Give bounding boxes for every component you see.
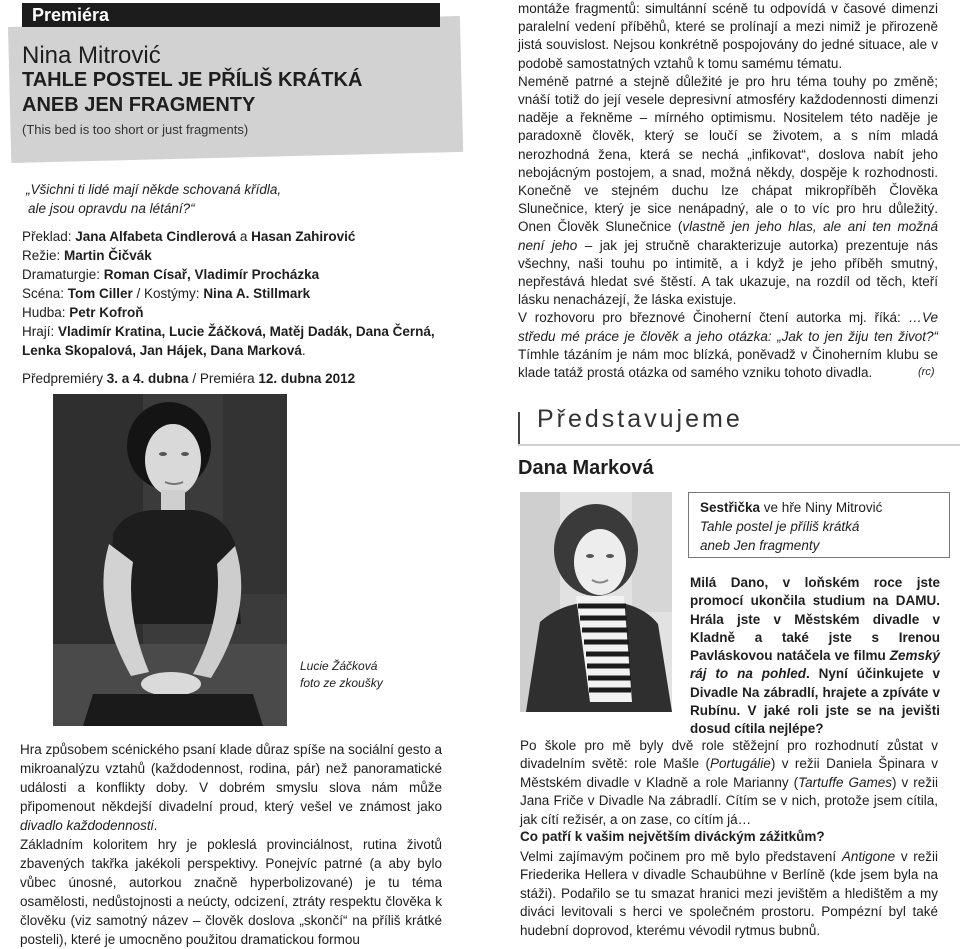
paragraph: Základním koloritem hry je pokleslá provinciálnost, rutina životů zbavených takřka jakékoli perspektivy. Ponejvíc patrné (a aby bylo vůbec únosné, autorkou značně hyperbolizované) je tu téma osamělosti, nedůstojnosti a neúcty, odcizení, ztráty respektu člověka k člověku (viz samotný název – člověk doslova „skončí“ na příliš krátké posteli), které je umocněno použitou dramatickou formou	[20, 837, 442, 947]
play-title-line1: TAHLE POSTEL JE PŘÍLIŠ KRÁTKÁ	[22, 69, 363, 91]
caption-name: Lucie Žáčková	[300, 659, 378, 673]
interview-answer: Po škole pro mě byly dvě role stěžejní pro rozhodnutí zůstat v divadelním světě: role Mašle (Portugálie) v režii Daniela Špinara v Městském divadle v Kladně a role Marianny (Tartuffe Games) v režii Jana Friče v Divadle Na zábradlí. Cítím se v nich, protože jsem cítila, jak cítí režisér, a on zase, co cítím já…	[520, 738, 938, 827]
woman-portrait-illustration	[53, 394, 287, 726]
paragraph: montáže fragmentů: simultánní scéně tu odpovídá v časové dimenzi paralelní vedení příběhů, které se prolínají a mezi nimiž je přirozeně jistá souvislost. Nejsou konkrétně pospojovány do jedné situace, ale v podobě samostatných vztahů k tomu samému tématu.	[518, 1, 938, 71]
paragraph: V rozhovoru pro březnové Činoherní čtení autorka mj. říká: …Ve středu mé práce je člověk a jeho otázka: „Jak to jen žiju ten život?“ Tímhle tázáním je nám moc blízká, poněvadž v Činoherním klubu se klade tatáž prostá otázka od samého vzniku tohoto divadla.	[518, 310, 938, 381]
signature: (rc)	[918, 366, 935, 378]
photo-caption	[300, 658, 383, 692]
credit-cast: Hrají: Vladimír Kratina, Lucie Žáčková, Matěj Dadák, Dana Černá,	[22, 324, 435, 339]
photo-lucie-zackova	[53, 394, 287, 726]
woman-with-scarf-illustration	[520, 492, 672, 712]
role-line2: Tahle postel je příliš krátká	[700, 519, 860, 534]
role-line1: Sestřička ve hře Niny Mitrović	[700, 500, 883, 515]
motto-line1: „Všichni ti lidé mají někde schovaná křídla,	[26, 182, 282, 197]
interview-answer: Velmi zajímavým počinem pro mě bylo představení Antigone v režii Friederika Hellera v divadle Schaubühne v Berlíně (kde jsem byla na stáži). Podařilo se tu smazat hranici mezi jevištěm a hledištěm a my diváci levitovali s herci ve společném prostoru. Pompézní byl také hudební doprovod, kterému vévodil rytmus bubnů.	[520, 849, 938, 938]
credit-dramaturgy: Dramaturgie: Roman Císař, Vladimír Procházka	[22, 267, 320, 282]
play-title	[22, 68, 362, 118]
role-line3: aneb Jen fragmenty	[700, 538, 820, 553]
motto	[26, 180, 281, 218]
play-title-line2: ANEB JEN FRAGMENTY	[22, 94, 256, 116]
left-body-text	[20, 740, 442, 949]
play-title-english: (This bed is too short or just fragments)	[22, 122, 249, 137]
paragraph: Neméně patrné a stejně důležité je pro hru téma touhy po změně; vnáší totiž do její vesele depresivní atmosféry každodennosti dimenzi naděje a řekněme – mírného optimismu. Nositelem této naděje je paradoxně člověk, který se loučí se životem, a s ním mladá nerozhodná žena, která se nechá „infikovat“, doslova nabít jeho nebojácným postojem, a snad, možná někdy, dospěje k rozhodnosti. Konečně ve stejném duchu lze chápat mikropříběh Člověka Slunečnice, který je sice nenápadný, ale o to víc pro hru důležitý. Onen Člověk Slunečnice (vlastně jen jeho hlas, ale ani ten možná není jeho – jak jej stručně charakterizuje autorka) prezentuje nás všechny, naši touhu po intimitě, a i když je jeho příběh smutný, nepřestává hledat své štěstí. A tak ukazuje, na rozdíl od těch, kteří lásku nenacházejí, že láska existuje.	[518, 73, 938, 308]
interview-question: Milá Dano, v loňském roce jste promocí ukončila studium na DAMU. Hrála jste v Městském divadle v Kladně a také jste s Irenou Pavláskovou natáčela ve filmu Zemský ráj to na pohled. Nyní účinkujete v Divadle Na zábradlí, hrajete a zpíváte v Rubínu. V jaké roli jste se na jevišti dosud cítila nejlépe?	[690, 575, 940, 737]
credits	[22, 227, 452, 388]
photo-dana-markova	[520, 492, 672, 712]
credit-music: Hudba: Petr Kofroň	[22, 305, 144, 320]
section-label: Premiéra	[32, 5, 110, 25]
interview-question: Co patří k vašim největším diváckým zážitkům?	[520, 829, 825, 844]
heading-rule-vertical	[518, 412, 520, 446]
section-heading: Představujeme	[537, 405, 743, 433]
motto-line2: ale jsou opravdu na létání?“	[28, 201, 195, 216]
credit-director: Režie: Martin Čičvák	[22, 248, 152, 263]
profile-name: Dana Marková	[518, 457, 654, 479]
caption-credit: foto ze zkoušky	[300, 676, 383, 690]
credit-translation: Překlad: Jana Alfabeta Cindlerová a Hasan Zahirović	[22, 229, 356, 244]
credit-cast-cont: Lenka Skopalová, Jan Hájek, Dana Marková.	[22, 343, 306, 358]
credit-dates: Předpremiéry 3. a 4. dubna / Premiéra 12. dubna 2012	[22, 371, 356, 386]
role-text	[700, 498, 882, 555]
heading-rule-horizontal	[518, 444, 960, 446]
credit-scene-costumes: Scéna: Tom Ciller / Kostýmy: Nina A. Stillmark	[22, 286, 311, 301]
author-name: Nina Mitrović	[22, 42, 161, 69]
right-body-text	[518, 0, 938, 382]
paragraph: Hra způsobem scénického psaní klade důraz spíše na sociální gesto a mikroanalýzu vztahů (každodennost, rodina, pár) než panoramatické události a konflikty doby. V dobrém smyslu slova nám může připomenout někdejší divadelní proud, který vešel ve známost jako divadlo každodennosti.	[20, 742, 442, 833]
